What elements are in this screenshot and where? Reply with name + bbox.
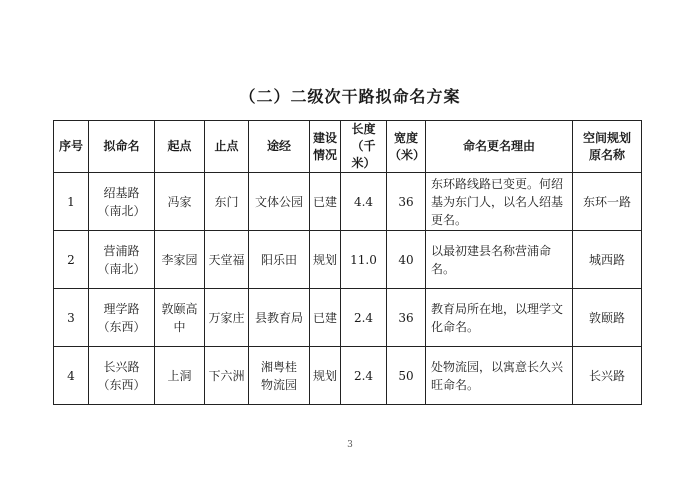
cell-start: 敦颐高中 <box>155 289 205 347</box>
cell-status: 已建 <box>310 173 341 231</box>
header-status: 建设 情况 <box>310 121 341 173</box>
cell-via: 县教育局 <box>249 289 310 347</box>
cell-proposed-name: 营浦路 （南北） <box>89 231 155 289</box>
header-reason: 命名更名理由 <box>426 121 573 173</box>
cell-end: 下六洲 <box>205 347 249 405</box>
cell-original-name: 东环一路 <box>573 173 642 231</box>
naming-plan-table <box>53 120 642 405</box>
header-length: 长度 （千米） <box>341 121 387 173</box>
cell-via: 阳乐田 <box>249 231 310 289</box>
cell-width: 40 <box>387 231 426 289</box>
cell-reason: 教育局所在地，以理学文化命名。 <box>426 289 573 347</box>
header-width: 宽度 （米） <box>387 121 426 173</box>
cell-width: 50 <box>387 347 426 405</box>
cell-seq: 3 <box>54 289 89 347</box>
cell-via: 文体公园 <box>249 173 310 231</box>
cell-proposed-name: 长兴路 （东西） <box>89 347 155 405</box>
table-body <box>54 173 642 405</box>
cell-seq: 2 <box>54 231 89 289</box>
cell-end: 万家庄 <box>205 289 249 347</box>
cell-start: 李家园 <box>155 231 205 289</box>
cell-length: 11.0 <box>341 231 387 289</box>
cell-status: 规划 <box>310 231 341 289</box>
cell-status: 规划 <box>310 347 341 405</box>
header-start: 起点 <box>155 121 205 173</box>
cell-length: 4.4 <box>341 173 387 231</box>
cell-seq: 1 <box>54 173 89 231</box>
table-row <box>54 231 642 289</box>
section-title: （二）二级次干路拟命名方案 <box>239 87 461 106</box>
cell-proposed-name: 理学路 （东西） <box>89 289 155 347</box>
header-end: 止点 <box>205 121 249 173</box>
table-header <box>54 121 642 173</box>
cell-reason: 东环路线路已变更。何绍基为东门人，以名人绍基更名。 <box>426 173 573 231</box>
cell-end: 东门 <box>205 173 249 231</box>
cell-length: 2.4 <box>341 347 387 405</box>
cell-via: 湘粤桂 物流园 <box>249 347 310 405</box>
cell-length: 2.4 <box>341 289 387 347</box>
cell-original-name: 敦颐路 <box>573 289 642 347</box>
header-seq: 序号 <box>54 121 89 173</box>
cell-reason: 以最初建县名称营浦命名。 <box>426 231 573 289</box>
page-number: 3 <box>347 440 353 450</box>
cell-start: 上洞 <box>155 347 205 405</box>
table-row <box>54 347 642 405</box>
cell-original-name: 长兴路 <box>573 347 642 405</box>
cell-seq: 4 <box>54 347 89 405</box>
cell-width: 36 <box>387 173 426 231</box>
table-row <box>54 173 642 231</box>
table-row <box>54 289 642 347</box>
header-proposed-name: 拟命名 <box>89 121 155 173</box>
cell-proposed-name: 绍基路 （南北） <box>89 173 155 231</box>
header-original-name: 空间规划 原名称 <box>573 121 642 173</box>
cell-width: 36 <box>387 289 426 347</box>
cell-start: 冯家 <box>155 173 205 231</box>
header-row <box>54 121 642 173</box>
cell-reason: 处物流园，以寓意长久兴旺命名。 <box>426 347 573 405</box>
cell-original-name: 城西路 <box>573 231 642 289</box>
header-via: 途经 <box>249 121 310 173</box>
cell-status: 已建 <box>310 289 341 347</box>
cell-end: 天堂福 <box>205 231 249 289</box>
